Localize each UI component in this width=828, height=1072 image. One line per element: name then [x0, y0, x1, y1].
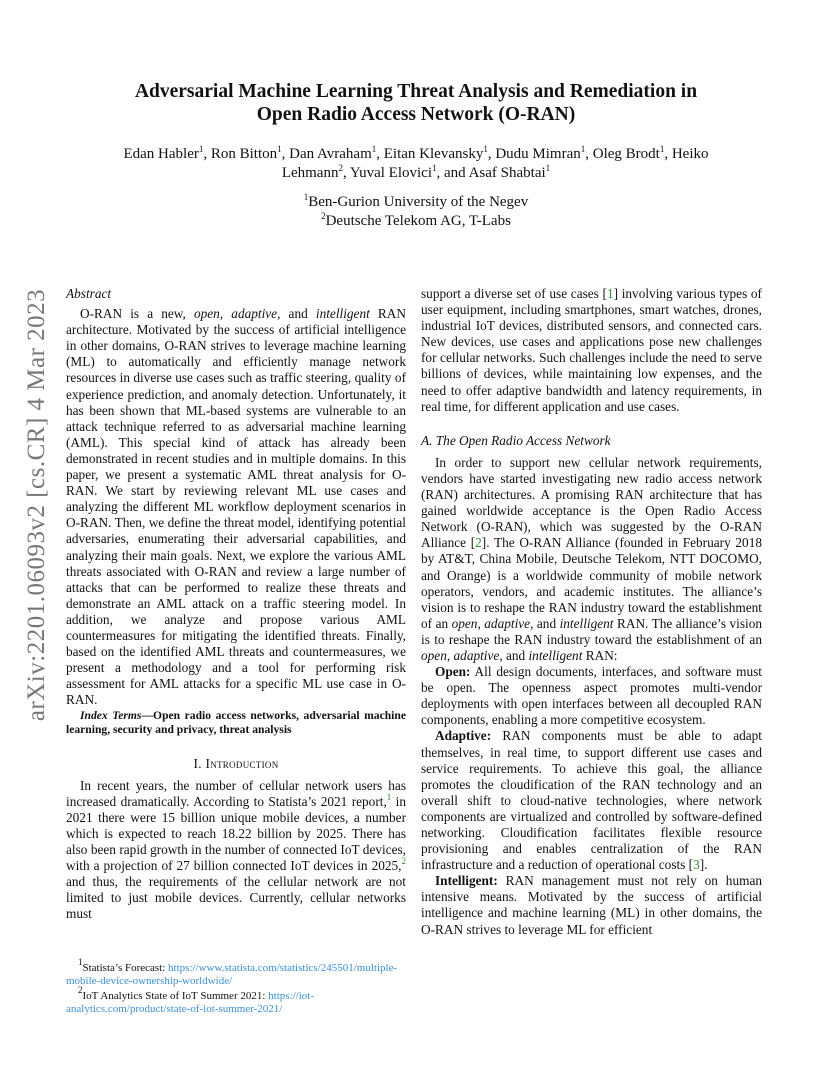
- affiliation-2: [66, 212, 766, 231]
- index-terms-label: Index Terms: [80, 709, 142, 723]
- abstract-text-part: RAN architecture. Motivated by the success of artificial intelligence in other domains, O-RAN strives to leverage machine learning (ML) to automatically and efficiently manage network resources in diverse use cases such as traffic steering, quality of experience prediction, and anomaly detection. Unfortunately, it has been shown that ML-based systems are vulnerable to an attack technique referred to as adversarial machine learning (AML). This special kind of attack has already been demonstrated in recent studies and in multiple domains. In this paper, we present a systematic AML threat analysis for O-RAN. We start by reviewing relevant ML use cases and analyzing the different ML workflow deployment scenarios in O-RAN. Then, we define the threat model, identifying potential adversaries, enumerating their adversarial capabilities, and analyzing their main goals. Next, we explore the various AML threats associated with O-RAN and review a large number of attacks that can be performed to realize these threats and demonstrate an AML attack on a traffic steering model. In addition, we analyze and propose various AML countermeasures for mitigating the identified threats. Finally, based on the identified AML threats and countermeasures, we present a methodology and a tool for performing risk assessment for AML attacks for a specific ML use case in O-RAN.: [66, 306, 406, 708]
- affil-text: Ben-Gurion University of the Negev: [308, 194, 529, 210]
- body-text-part: ] involving various types of user equipment, including smartphones, smart watches, drones, industrial IoT devices, distributed sensors, and connected cars. New devices, use cases and applications pose new challenges for cellular networks. Such challenges include the need to serve billions of devices, while maintaining low expenses, and the need to offer adaptive bandwidth and latency requirements, in real time, for different application and use cases.: [421, 286, 762, 414]
- body-emph: intelligent: [528, 647, 583, 663]
- affiliation-1: [66, 193, 766, 212]
- intro-text-part: In recent years, the number of cellular network users has increased dramatically. According to Statista’s 2021 report,: [66, 777, 406, 809]
- abstract-heading: Abstract: [66, 286, 112, 301]
- authors-line-1: [66, 145, 766, 164]
- footnote-label: IoT Analytics State of IoT Summer 2021:: [82, 990, 269, 1002]
- abstract-text: [66, 306, 406, 708]
- affil-mark: 2: [321, 211, 326, 221]
- index-terms: [66, 709, 406, 736]
- authors-line-2: [66, 164, 766, 183]
- open-text: All design documents, interfaces, and software must be open. The openness aspect promotes multi-vendor deployments with open interfaces between all decoupled RAN components, enabling a more competitive ecosystem.: [421, 664, 762, 728]
- index-terms-text: —Open radio access networks, adversarial machine learning, security and privacy, threat analysis: [66, 709, 406, 736]
- author-affil-mark: 1: [432, 163, 437, 173]
- author-name: Ron Bitton: [210, 146, 278, 162]
- affil-text: Deutsche Telekom AG, T-Labs: [325, 213, 511, 229]
- author-sep: , and: [436, 165, 469, 181]
- affiliations: [66, 193, 766, 231]
- author-affil-mark: 2: [338, 163, 343, 173]
- body-text-part: RAN. The alliance’s vision is to reshape the RAN industry toward the establishment of an: [421, 615, 762, 647]
- section-title: Introduction: [205, 756, 279, 772]
- body-text-part: In order to support new cellular network requirements, vendors have started investigating new radio access network (RAN) architectures. A promising RAN architecture that has gained worldwide acceptance is the Open Radio Access Network (O-RAN), which was suggested by the O-RAN Alliance [: [421, 454, 762, 551]
- author-sep: ,: [281, 146, 290, 162]
- author-sep: ,: [376, 146, 384, 162]
- body-text-part: ,: [446, 647, 454, 663]
- author-sep: , Heiko: [664, 146, 709, 162]
- subsection-heading: A. The Open Radio Access Network: [421, 432, 611, 448]
- body-emph: open: [421, 647, 447, 663]
- adaptive-text-end: ].: [699, 857, 708, 873]
- author-name: Yuval Elovici: [349, 165, 432, 181]
- intelligent-label: Intelligent:: [435, 873, 498, 889]
- author-affil-mark: 1: [659, 144, 665, 154]
- intelligent-paragraph: [421, 873, 762, 937]
- author-name: Lehmann: [281, 165, 339, 181]
- section-heading-introduction: [66, 756, 406, 772]
- footnote-number: 1: [78, 957, 83, 967]
- footnote-label: Statista’s Forecast:: [82, 962, 169, 974]
- section-number: I.: [193, 756, 206, 772]
- footnote-2: [66, 985, 408, 1016]
- author-sep: ,: [203, 146, 211, 162]
- author-affil-mark: 1: [198, 144, 204, 154]
- open-label: Open:: [435, 664, 471, 680]
- citation-link-2[interactable]: 2: [475, 535, 482, 551]
- author-name: Dan Avraham: [289, 146, 372, 162]
- body-text-part: , and: [530, 615, 560, 631]
- author-affil-mark: 1: [371, 144, 377, 154]
- arxiv-stamp: [22, 290, 52, 720]
- intelligent-text: RAN management must not rely on human intensive means. Motivated by the success of artificial intelligence and machine learning (ML) in other domains, the O-RAN strives to leverage ML for efficient: [421, 873, 762, 937]
- author-name: Oleg Brodt: [592, 146, 660, 162]
- body-text-part: support a diverse set of use cases [: [421, 286, 607, 301]
- footnote-url-link[interactable]: https://www.statista.com/statistics/245501/multiple-mobile-device-ownership-worldwide/: [66, 962, 398, 987]
- footnote-ref-1[interactable]: 1: [386, 791, 392, 802]
- authors: [66, 145, 766, 183]
- body-emph: open: [451, 615, 478, 631]
- author-sep: ,: [342, 165, 350, 181]
- adaptive-paragraph: [421, 728, 762, 873]
- author-affil-mark: 1: [483, 144, 488, 154]
- footnote-number: 2: [78, 985, 83, 995]
- body-text-part: , and: [499, 647, 529, 663]
- body-emph: intelligent: [559, 615, 614, 631]
- footnote-url-link[interactable]: https://iot-analytics.com/product/state-of-iot-summer-2021/: [66, 990, 315, 1015]
- body-text-part: RAN:: [582, 647, 618, 663]
- body-emph: adaptive: [484, 615, 531, 631]
- author-affil-mark: 1: [580, 144, 586, 154]
- left-column: [66, 286, 406, 922]
- abstract-emph: adaptive: [231, 306, 278, 322]
- usecases-paragraph: [421, 286, 762, 415]
- body-text-part: ,: [477, 615, 485, 631]
- author-affil-mark: 1: [277, 144, 282, 154]
- intro-text-part: and thus, the requirements of the cellular network are not limited to just mobile devices. Currently, cellular networks must: [66, 874, 406, 922]
- footnotes: [66, 957, 408, 1018]
- author-name: Dudu Mimran: [495, 146, 581, 162]
- title-line-2: Open Radio Access Network (O-RAN): [256, 104, 576, 125]
- open-paragraph: [421, 664, 762, 728]
- oran-paragraph: [421, 455, 762, 664]
- author-name: Asaf Shabtai: [468, 165, 546, 181]
- intro-paragraph: [66, 778, 406, 923]
- abstract-text-part: O-RAN is a new,: [80, 306, 194, 322]
- author-name: Eitan Klevansky: [383, 146, 484, 162]
- abstract-emph: open: [193, 306, 220, 322]
- title-line-1: Adversarial Machine Learning Threat Analysis and Remediation in: [134, 81, 698, 102]
- author-name: Edan Habler: [123, 146, 199, 162]
- adaptive-label: Adaptive:: [435, 728, 492, 744]
- affil-mark: 1: [303, 192, 309, 202]
- author-sep: ,: [585, 146, 593, 162]
- abstract-text-part: ,: [219, 306, 232, 322]
- footnote-ref-2[interactable]: 2: [401, 856, 406, 866]
- body-emph: adaptive: [453, 647, 500, 663]
- intro-text-part: in 2021 there were 15 billion unique mobile devices, a number which is expected to reach 18.22 billion by 2025. There has also been rapid growth in the number of connected IoT devices, with a projection of 27 billion connected IoT devices in 2025,: [66, 793, 406, 873]
- paper-title: [66, 80, 766, 126]
- footnote-1: [66, 957, 408, 988]
- abstract-text-part: , and: [277, 306, 316, 322]
- abstract-emph: intelligent: [315, 306, 370, 322]
- citation-link-1[interactable]: 1: [606, 286, 614, 301]
- right-column: [421, 286, 762, 938]
- citation-link-3[interactable]: 3: [693, 857, 700, 873]
- adaptive-text: RAN components must be able to adapt themselves, in real time, to support different use cases and service requirements. To achieve this goal, the alliance promotes the cloudification of the RAN technology and an overall shift to cloud-native technologies, where network components are virtualized and controlled by software-defined networking. Cloudification facilitates flexible resource provisioning and enables centralization of the RAN infrastructure and a reduction of operational costs [: [421, 728, 762, 873]
- author-affil-mark: 1: [545, 163, 551, 173]
- author-sep: ,: [487, 146, 496, 162]
- arxiv-stamp-text: arXiv:2201.06093v2 [cs.CR] 4 Mar 2023: [23, 288, 50, 722]
- body-text-part: ]. The O-RAN Alliance (founded in February 2018 by AT&T, China Mobile, Deutsche Telekom, NTT DOCOMO, and Orange) is a worldwide community of mobile network operators, vendors, and academic institutes. The alliance’s vision is to reshape the RAN industry toward the establishment of an: [421, 535, 762, 631]
